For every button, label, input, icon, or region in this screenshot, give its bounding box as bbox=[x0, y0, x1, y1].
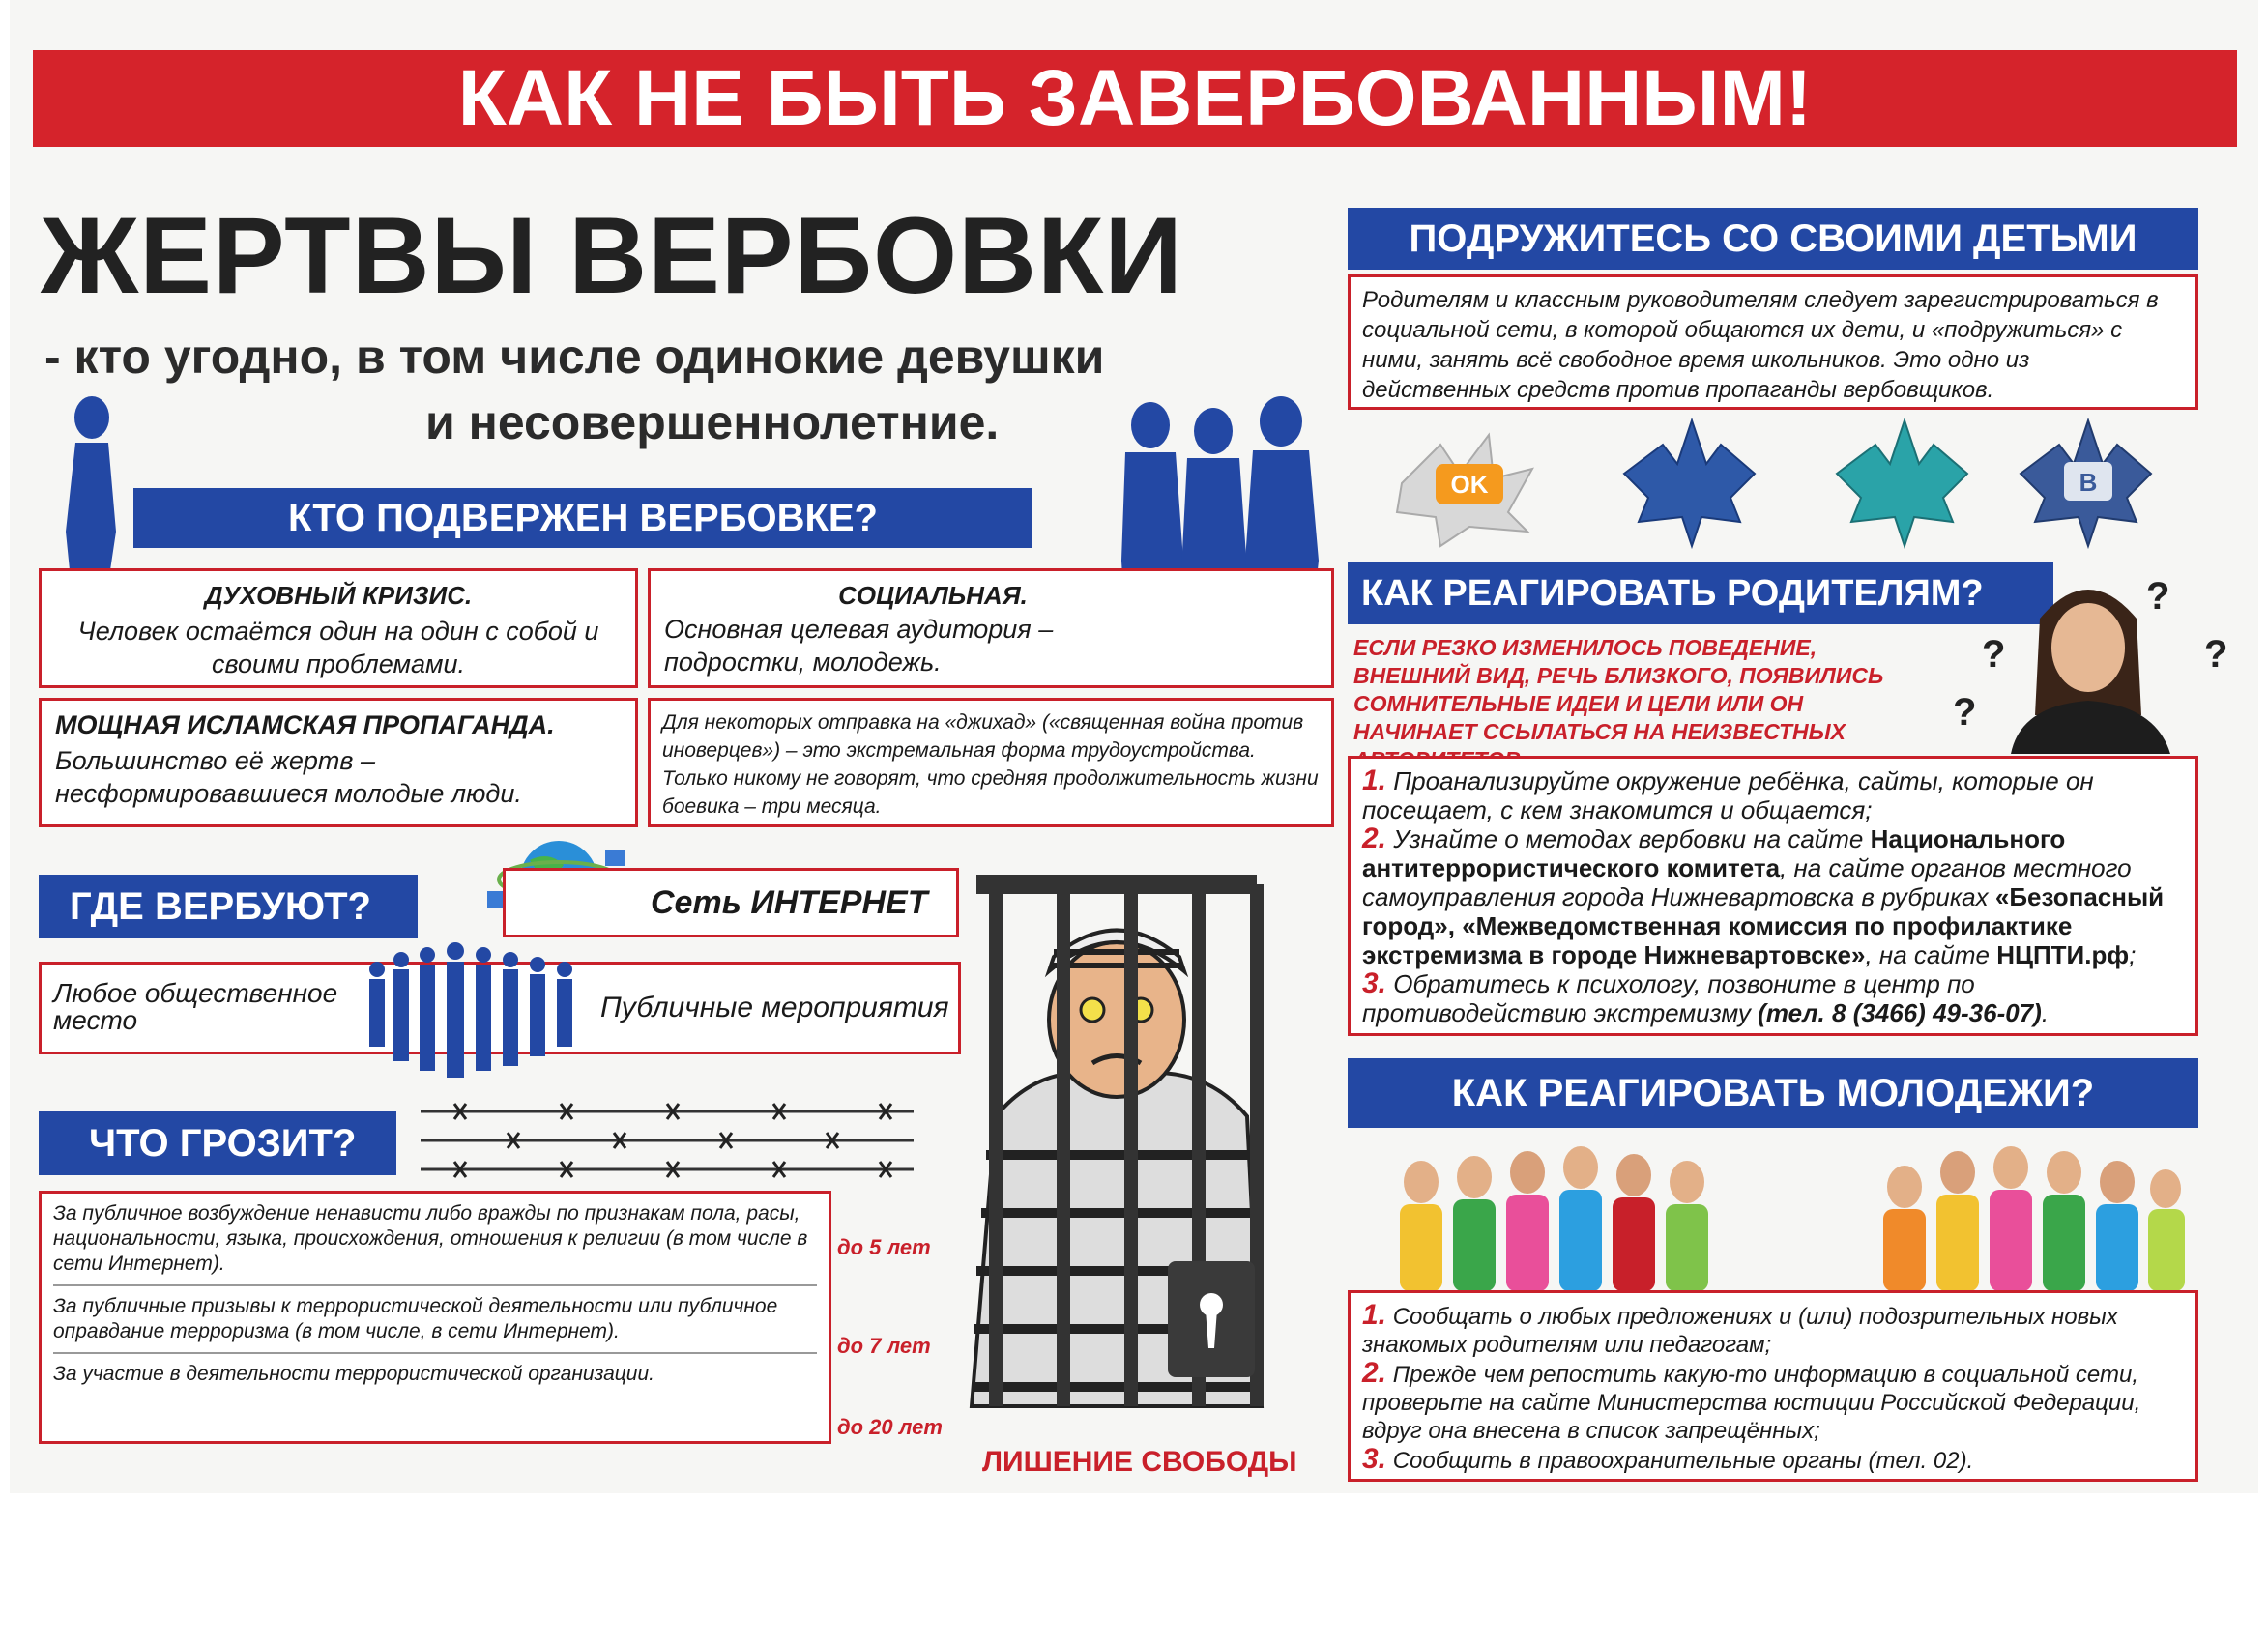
jihad-box bbox=[648, 698, 1334, 827]
parents-step-2-text-g: ; bbox=[2129, 940, 2137, 969]
public-events-label: Публичные мероприятия bbox=[600, 992, 949, 1023]
question-mark-icon: ? bbox=[2204, 633, 2228, 676]
islam-propaganda-text: Большинство её жертв – несформировавшиеся молодые люди. bbox=[55, 746, 522, 808]
youth-step-3-text: Сообщить в правоохранительные органы (тел. 02). bbox=[1392, 1448, 1974, 1474]
vk-leaf-icon bbox=[2011, 416, 2156, 551]
title-bar bbox=[33, 50, 2237, 147]
parents-step-2-text-e: , на сайте bbox=[1865, 940, 1990, 969]
crowd-silhouette bbox=[358, 942, 599, 1082]
parents-step-1-number: 1. bbox=[1362, 764, 1387, 796]
ok-label: OK bbox=[1450, 470, 1489, 499]
question-mark-icon: ? bbox=[1953, 691, 1977, 734]
youth-step-3 bbox=[1362, 1445, 2184, 1475]
youth-group-photo bbox=[1363, 1129, 2195, 1293]
barbed-wire-graphic bbox=[416, 1100, 918, 1181]
spiritual-crisis-title: ДУХОВНЫЙ КРИЗИС. bbox=[204, 581, 473, 610]
friends-heading: ПОДРУЖИТЕСЬ СО СВОИМИ ДЕТЬМИ bbox=[1409, 217, 2137, 260]
internet-label: Сеть ИНТЕРНЕТ bbox=[651, 884, 928, 921]
friends-heading-bar bbox=[1348, 208, 2198, 270]
vk-label: В bbox=[2079, 468, 2098, 497]
who-heading: КТО ПОДВЕРЖЕН ВЕРБОВКЕ? bbox=[288, 497, 878, 539]
parents-step-2-text-a: Узнайте о методах вербовки на сайте bbox=[1393, 824, 1864, 853]
question-mark-icon: ? bbox=[2146, 575, 2170, 618]
poster bbox=[10, 0, 2258, 1493]
parents-step-2-text-b: Национального антитеррористического комитета bbox=[1362, 824, 2066, 882]
islam-propaganda-box bbox=[39, 698, 638, 827]
parents-step-2-text-c: , на сайте органов местного самоуправления города Нижневартовска в рубриках bbox=[1362, 853, 2132, 911]
prisoner-behind-bars-illustration bbox=[928, 865, 1305, 1445]
parents-step-2-text-f: НЦПТИ.рф bbox=[1996, 940, 2130, 969]
social-box bbox=[648, 568, 1334, 688]
victims-heading: ЖЕРТВЫ ВЕРБОВКИ bbox=[41, 195, 1183, 316]
threat-divider bbox=[53, 1352, 817, 1354]
internet-box bbox=[503, 868, 959, 937]
youth-step-2-number: 2. bbox=[1362, 1357, 1387, 1389]
question-mark-icon: ? bbox=[1982, 633, 2006, 676]
parents-step-2-number: 2. bbox=[1362, 822, 1387, 854]
youth-step-2-text: Прежде чем репостить какую-то информацию в социальной сети, проверьте на сайте Министерства юстиции Российской Федерации, вдруг она внесена в список запрещённых; bbox=[1362, 1362, 2141, 1444]
who-heading-bar bbox=[133, 488, 1032, 548]
social-title: СОЦИАЛЬНАЯ. bbox=[838, 581, 1028, 610]
youth-heading-bar bbox=[1348, 1058, 2198, 1128]
parents-step-3-phone: (тел. 8 (3466) 49-36-07) bbox=[1758, 998, 2042, 1027]
victims-subheading-1: - кто угодно, в том числе одинокие девушки bbox=[44, 330, 1105, 384]
social-text: Основная целевая аудитория – подростки, молодежь. bbox=[664, 615, 1054, 677]
spiritual-crisis-text: Человек остаётся один на один с собой и своими проблемами. bbox=[77, 617, 599, 678]
threat-item-2-text: За публичные призывы к террористической деятельности или публичное оправдание терроризма (в том числе, в сети Интернет). bbox=[53, 1295, 778, 1342]
jihad-text: Для некоторых отправка на «джихад» («священная война против иноверцев») – это экстремальная форма трудоустройства. Только никому не говорят, что средняя продолжительность жизни боевика – три месяца. bbox=[662, 711, 1319, 818]
youth-step-3-number: 3. bbox=[1362, 1443, 1387, 1475]
parents-step-2 bbox=[1362, 824, 2184, 969]
parents-step-1-text: Проанализируйте окружение ребёнка, сайты, которые он посещает, с кем знакомится и общается; bbox=[1362, 766, 2094, 824]
youth-steps-box bbox=[1348, 1290, 2198, 1482]
threat-item-1-term: до 5 лет bbox=[837, 1235, 931, 1259]
threat-divider bbox=[53, 1284, 817, 1286]
mailru-leaf-icon bbox=[1614, 416, 1759, 551]
page-title: КАК НЕ БЫТЬ ЗАВЕРБОВАННЫМ! bbox=[457, 54, 1813, 142]
threat-item-1-text: За публичное возбуждение ненависти либо вражды по признакам пола, расы, национальности, языка, происхождения, отношения к религии (в том числе в сети Интернет). bbox=[53, 1202, 808, 1275]
friends-text-box bbox=[1348, 274, 2198, 410]
threat-heading-bar bbox=[39, 1111, 396, 1175]
youth-step-1-number: 1. bbox=[1362, 1299, 1387, 1331]
youth-heading: КАК РЕАГИРОВАТЬ МОЛОДЕЖИ? bbox=[1451, 1072, 2095, 1114]
threat-item-2-term: до 7 лет bbox=[837, 1334, 931, 1358]
friends-text: Родителям и классным руководителям следует зарегистрироваться в социальной сети, в которой общаются их дети, и «подружиться» с ними, занять всё свободное время школьников. Это одно из действенных средств против пропаганды вербовщиков. bbox=[1362, 287, 2159, 403]
youth-step-1-text: Сообщать о любых предложениях и (или) подозрительных новых знакомых родителям или педагогам; bbox=[1362, 1304, 2118, 1358]
threat-item-3-term: до 20 лет bbox=[837, 1415, 943, 1439]
victims-subheading-2: и несовершеннолетние. bbox=[425, 395, 1000, 449]
parents-warning: ЕСЛИ РЕЗКО ИЗМЕНИЛОСЬ ПОВЕДЕНИЕ, ВНЕШНИЙ ВИД, РЕЧЬ БЛИЗКОГО, ПОЯВИЛИСЬ СОМНИТЕЛЬНЫЕ ИДЕИ И ЦЕЛИ ИЛИ ОН НАЧИНАЕТ ССЫЛАТЬСЯ НА НЕИЗВЕСТНЫХ bbox=[1353, 635, 1884, 744]
youth-step-2 bbox=[1362, 1359, 2184, 1445]
spiritual-crisis-box bbox=[39, 568, 638, 688]
islam-propaganda-title: МОЩНАЯ ИСЛАМСКАЯ ПРОПАГАНДА. bbox=[55, 710, 555, 739]
parents-step-1 bbox=[1362, 766, 2184, 824]
youth-step-1 bbox=[1362, 1301, 2184, 1359]
where-heading: ГДЕ ВЕРБУЮТ? bbox=[70, 885, 371, 928]
where-heading-bar bbox=[39, 875, 418, 938]
threat-heading: ЧТО ГРОЗИТ? bbox=[89, 1122, 357, 1165]
ok-leaf-icon bbox=[1382, 425, 1547, 551]
parents-step-3-number: 3. bbox=[1362, 967, 1387, 999]
parents-steps-box bbox=[1348, 756, 2198, 1036]
parents-heading: КАК РЕАГИРОВАТЬ РОДИТЕЛЯМ? bbox=[1361, 573, 1984, 614]
prison-caption: ЛИШЕНИЕ СВОБОДЫ bbox=[982, 1446, 1297, 1478]
parents-step-3-text-a: Обратитесь к психологу, позвоните в центр по противодействию экстремизму bbox=[1362, 969, 1975, 1027]
parents-step-3 bbox=[1362, 969, 2184, 1027]
parents-step-2-text-d: «Безопасный город», «Межведомственная комиссия по профилактике экстремизма в городе Нижневартовске» bbox=[1362, 882, 2165, 969]
public-place-label: Любое общественное место bbox=[53, 978, 338, 1035]
threat-items-box bbox=[39, 1191, 831, 1444]
thinking-woman-illustration bbox=[1943, 561, 2243, 754]
parents-step-3-text-c: . bbox=[2041, 998, 2050, 1027]
twitter-leaf-icon bbox=[1827, 416, 1972, 551]
threat-item-3-text: За участие в деятельности террористической организации. bbox=[53, 1363, 655, 1385]
